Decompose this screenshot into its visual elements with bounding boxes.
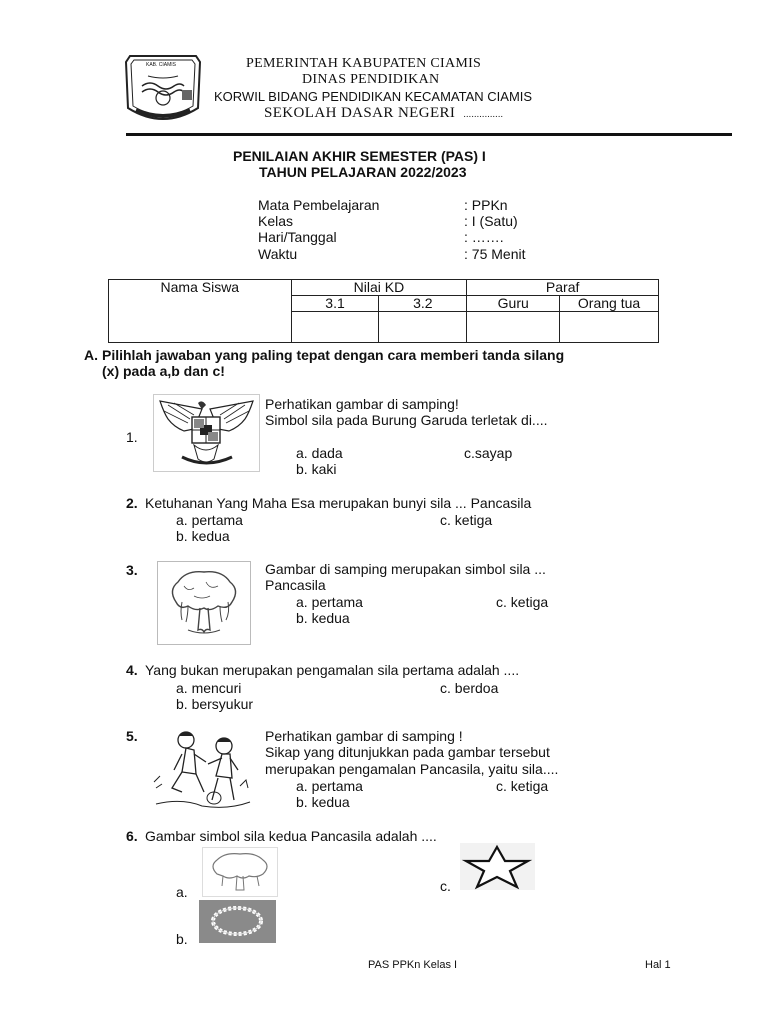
q1-option-b[interactable]: b. kaki: [296, 461, 337, 477]
info-value-time: : 75 Menit: [464, 246, 526, 262]
exam-year: TAHUN PELAJARAN 2022/2023: [259, 164, 467, 180]
header-school: [264, 105, 503, 122]
q5-text-line3: merupakan pengamalan Pancasila, yaitu sila....: [265, 761, 559, 777]
banyan-tree-image: [157, 561, 251, 645]
q1-text-line1: Perhatikan gambar di samping!: [265, 396, 459, 412]
q2-text: Ketuhanan Yang Maha Esa merupakan bunyi sila ... Pancasila: [145, 495, 532, 511]
garuda-pancasila-image: [153, 394, 260, 472]
q6-option-b[interactable]: b.: [176, 931, 188, 947]
exam-title: PENILAIAN AKHIR SEMESTER (PAS) I: [233, 148, 486, 164]
chain-image[interactable]: [199, 900, 276, 943]
q3-option-c[interactable]: c. ketiga: [496, 594, 549, 610]
q2-number: 2.: [126, 495, 138, 511]
header-parent: Orang tua: [560, 296, 659, 312]
q4-option-a[interactable]: a. mencuri: [176, 680, 242, 696]
school-dots: ...............: [463, 109, 504, 119]
section-a-instruction-line2: (x) pada a,b dan c!: [102, 363, 225, 379]
q5-option-a[interactable]: a. pertama: [296, 778, 363, 794]
info-value-date: : …….: [464, 229, 504, 245]
q4-option-c[interactable]: c. berdoa: [440, 680, 499, 696]
q3-text-line1: Gambar di samping merupakan simbol sila ...: [265, 561, 546, 577]
header-korwil: KORWIL BIDANG PENDIDIKAN KECAMATAN CIAMIS: [214, 89, 533, 104]
q3-option-a[interactable]: a. pertama: [296, 594, 363, 610]
q5-number: 5.: [126, 728, 138, 744]
q5-text-line2: Sikap yang ditunjukkan pada gambar tersebut: [265, 744, 550, 760]
header-student-name: Nama Siswa: [109, 280, 292, 343]
info-label-subject: Mata Pembelajaran: [258, 197, 380, 213]
parent-signature-cell[interactable]: [560, 312, 659, 343]
teacher-signature-cell[interactable]: [467, 312, 560, 343]
header-score-kd: Nilai KD: [291, 280, 467, 296]
q2-option-c[interactable]: c. ketiga: [440, 512, 493, 528]
footer-page-number: Hal 1: [645, 959, 671, 971]
info-value-class: : I (Satu): [464, 213, 518, 229]
q1-text-line2: Simbol sila pada Burung Garuda terletak di....: [265, 412, 548, 428]
score-kd-3-1-cell[interactable]: [291, 312, 379, 343]
info-value-subject: : PPKn: [464, 197, 508, 213]
q6-option-a[interactable]: a.: [176, 884, 188, 900]
q3-number: 3.: [126, 562, 138, 578]
header-signature: Paraf: [467, 280, 659, 296]
q5-option-b[interactable]: b. kedua: [296, 794, 350, 810]
header-department: DINAS PENDIDIKAN: [302, 72, 440, 87]
section-a-instruction-line1: Pilihlah jawaban yang paling tepat dengan cara memberi tanda silang: [102, 347, 565, 363]
regency-emblem: [122, 50, 204, 130]
info-label-class: Kelas: [258, 213, 294, 229]
q6-option-c[interactable]: c.: [440, 878, 451, 894]
q3-option-b[interactable]: b. kedua: [296, 610, 350, 626]
section-a-letter: A.: [84, 347, 98, 363]
q6-text: Gambar simbol sila kedua Pancasila adalah ....: [145, 828, 437, 844]
header-kd-3-2: 3.2: [379, 296, 467, 312]
q1-option-c[interactable]: c.sayap: [464, 445, 513, 461]
header-government: PEMERINTAH KABUPATEN CIAMIS: [246, 56, 482, 71]
info-label-date: Hari/Tanggal: [258, 229, 337, 245]
q5-option-c[interactable]: c. ketiga: [496, 778, 549, 794]
emblem-label: KAB. CIAMIS: [146, 62, 177, 68]
q4-option-b[interactable]: b. bersyukur: [176, 696, 254, 712]
q6-number: 6.: [126, 828, 138, 844]
header-divider: [126, 133, 732, 136]
footer-title: PAS PPKn Kelas I: [368, 959, 458, 971]
q2-option-a[interactable]: a. pertama: [176, 512, 243, 528]
q1-number: 1.: [126, 429, 138, 445]
score-kd-3-2-cell[interactable]: [379, 312, 467, 343]
children-helping-image: [152, 726, 252, 812]
q6-banyan-tree-image[interactable]: [202, 847, 278, 897]
q2-option-b[interactable]: b. kedua: [176, 528, 230, 544]
info-label-time: Waktu: [258, 246, 298, 262]
school-name: SEKOLAH DASAR NEGERI: [264, 105, 456, 121]
q5-text-line1: Perhatikan gambar di samping !: [265, 728, 463, 744]
q3-text-line2: Pancasila: [265, 577, 326, 593]
header-teacher: Guru: [467, 296, 560, 312]
star-image[interactable]: [460, 843, 535, 890]
q4-text: Yang bukan merupakan pengamalan sila pertama adalah ....: [145, 662, 520, 678]
grade-table: [108, 279, 659, 343]
q4-number: 4.: [126, 662, 138, 678]
q1-option-a[interactable]: a. dada: [296, 445, 343, 461]
header-kd-3-1: 3.1: [291, 296, 379, 312]
